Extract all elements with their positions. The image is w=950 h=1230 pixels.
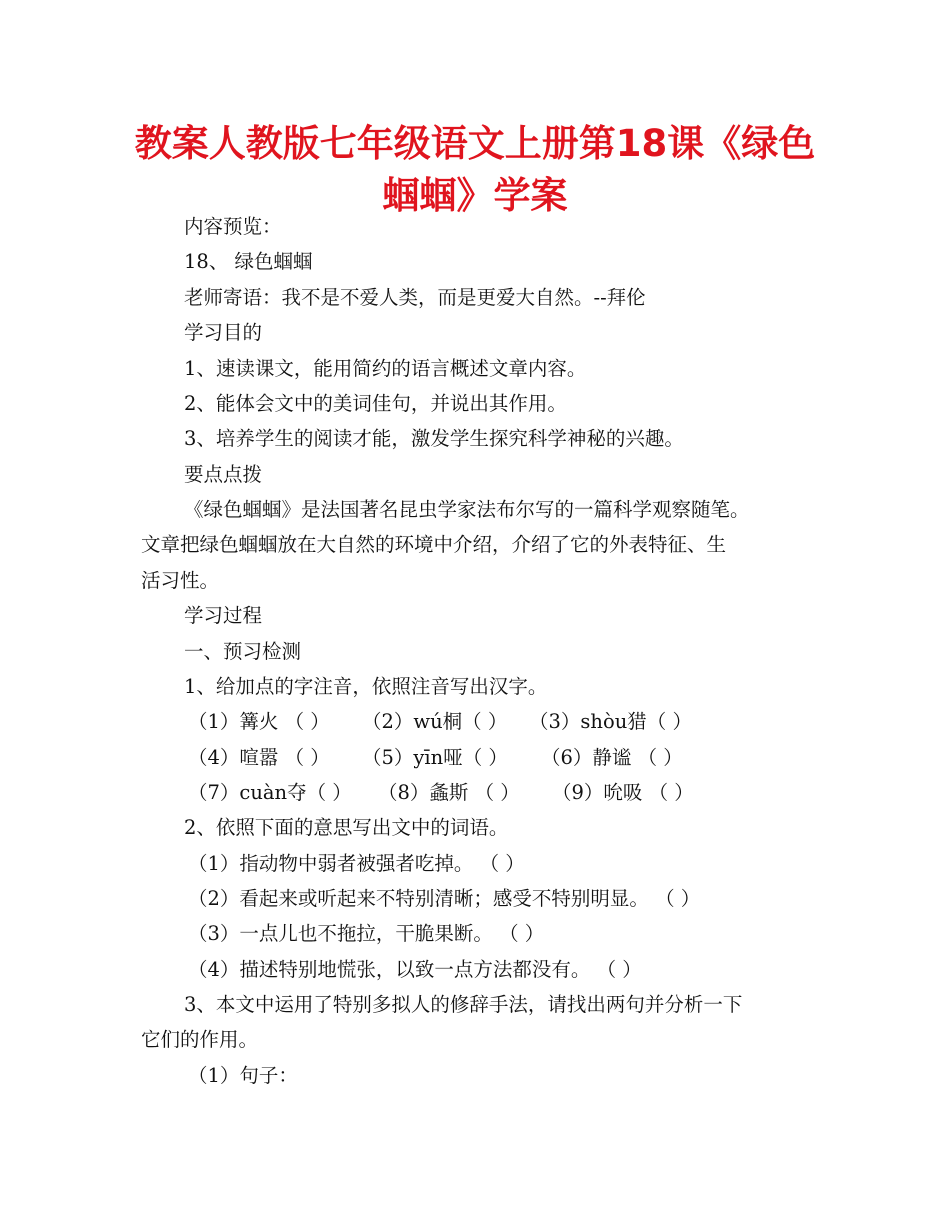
- goals-heading: 学习目的: [184, 321, 263, 344]
- document-title: [0, 118, 950, 222]
- q2-item: （4）描述特别地慌张，以致一点方法都没有。 （ ）: [188, 958, 642, 981]
- question-1: 1、给加点的字注音，依照注音写出汉字。: [184, 675, 548, 698]
- q1-item: （9）吮吸 （ ）: [552, 781, 694, 804]
- goal-item: 3、培养学生的阅读才能，激发学生探究科学神秘的兴趣。: [184, 427, 684, 450]
- lesson-number: 18、 绿色蝈蝈: [184, 250, 313, 273]
- points-text-line: 活习性。: [141, 569, 220, 592]
- question-3-line: 3、本文中运用了特别多拟人的修辞手法，请找出两句并分析一下: [184, 993, 743, 1016]
- q1-item: （6）静谧 （ ）: [541, 746, 683, 769]
- question-3-line: 它们的作用。: [141, 1028, 259, 1051]
- preview-label: 内容预览：: [184, 215, 282, 238]
- q2-item: （3）一点儿也不拖拉，干脆果断。 （ ）: [188, 922, 545, 945]
- q1-item: （8）螽斯 （ ）: [378, 781, 520, 804]
- q2-item: （1）指动物中弱者被强者吃掉。 （ ）: [188, 852, 525, 875]
- q3-sentence: （1）句子：: [188, 1064, 298, 1087]
- q1-item: （2）wú桐（ ）: [362, 710, 508, 733]
- title-line-2: 蝈蝈》学案: [382, 174, 568, 217]
- q1-item: （4）喧嚣 （ ）: [188, 746, 330, 769]
- title-line-1: 教案人教版七年级语文上册第18课《绿色: [134, 122, 816, 165]
- goal-item: 1、速读课文，能用简约的语言概述文章内容。: [184, 357, 587, 380]
- teacher-words: 老师寄语：我不是不爱人类，而是更爱大自然。--拜伦: [184, 286, 646, 309]
- q2-item: （2）看起来或听起来不特别清晰；感受不特别明显。 （ ）: [188, 887, 701, 910]
- section1-heading: 一、预习检测: [184, 640, 302, 663]
- question-2: 2、依照下面的意思写出文中的词语。: [184, 816, 509, 839]
- q1-item: （3）shòu猎（ ）: [529, 710, 692, 733]
- goal-item: 2、能体会文中的美词佳句，并说出其作用。: [184, 392, 567, 415]
- q1-item: （7）cuàn夺（ ）: [188, 781, 352, 804]
- points-text-line: 文章把绿色蝈蝈放在大自然的环境中介绍，介绍了它的外表特征、生: [141, 533, 727, 556]
- points-heading: 要点点拨: [184, 463, 263, 486]
- q1-item: （5）yīn哑（ ）: [362, 746, 508, 769]
- points-text-line: 《绿色蝈蝈》是法国著名昆虫学家法布尔写的一篇科学观察随笔。: [184, 498, 750, 521]
- process-heading: 学习过程: [184, 604, 263, 627]
- q1-item: （1）篝火 （ ）: [188, 710, 330, 733]
